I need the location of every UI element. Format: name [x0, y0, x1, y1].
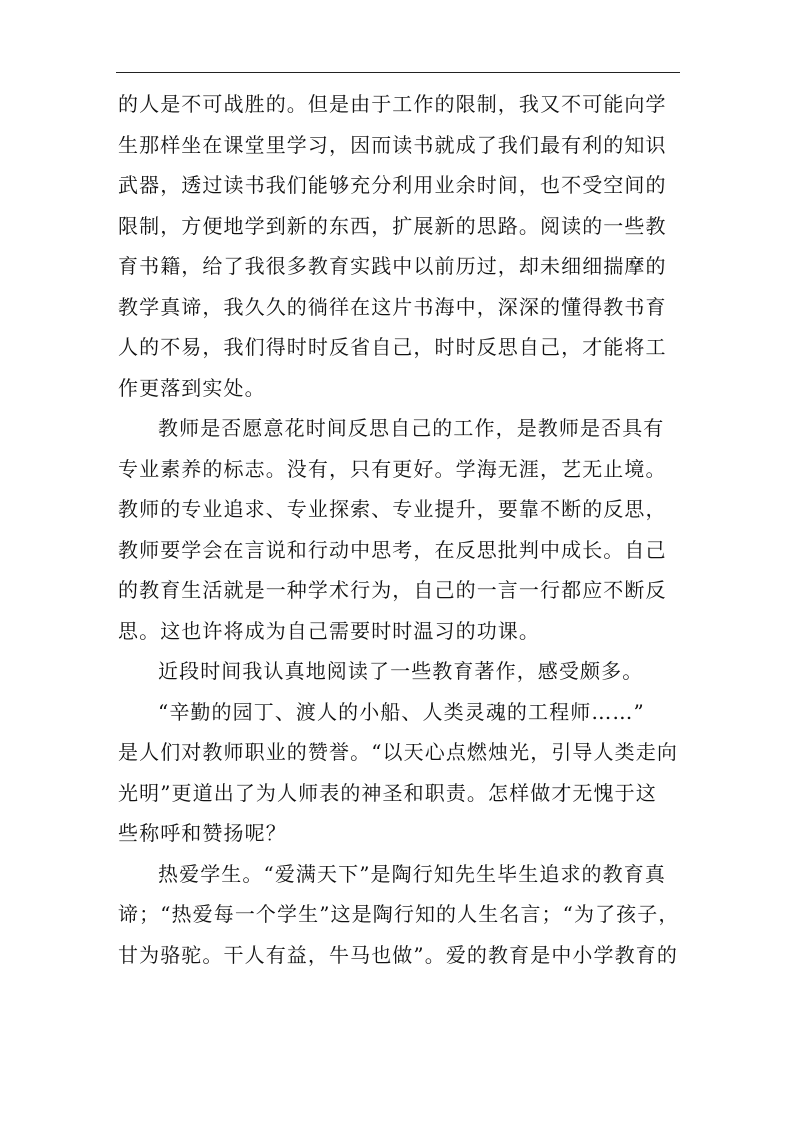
text-line: 些称呼和赞扬呢？: [118, 821, 287, 845]
text-line: 生那样坐在课堂里学习，因而读书就成了我们最有利的知识: [118, 132, 667, 157]
text-line: 是人们对教师职业的赞誉。“以天心点燃烛光，引导人类走向: [118, 740, 678, 764]
text-line: 教学真谛，我久久的徜徉在这片书海中，深深的懂得教书育: [118, 294, 667, 319]
document-body: [118, 84, 680, 975]
text-line: 甘为骆驼。干人有益，牛马也做”。爱的教育是中小学教育的: [118, 942, 678, 967]
text-line: 限制，方便地学到新的东西，扩展新的思路。阅读的一些教: [118, 213, 667, 238]
paragraph-start-line: 热爱学生。“爱满天下”是陶行知先生毕生追求的教育真: [158, 861, 666, 886]
text-line: 专业素养的标志。没有，只有更好。学海无涯，艺无止境。: [118, 456, 667, 481]
paragraph-start-line: “辛勤的园丁、渡人的小船、人类灵魂的工程师……”: [158, 699, 645, 724]
text-line: 思。这也许将成为自己需要时时温习的功课。: [118, 618, 540, 643]
text-line: 谛；“热爱每一个学生”这是陶行知的人生名言；“为了孩子，: [118, 902, 680, 926]
text-line: 人的不易，我们得时时反省自己，时时反思自己，才能将工: [118, 335, 667, 359]
text-line: 教师的专业追求、专业探索、专业提升，要靠不断的反思，: [118, 497, 667, 521]
text-line: 武器，透过读书我们能够充分利用业余时间，也不受空间的: [118, 173, 667, 197]
text-line: 教师要学会在言说和行动中思考，在反思批判中成长。自己: [118, 537, 667, 562]
text-line: 光明”更道出了为人师表的神圣和职责。怎样做才无愧于这: [118, 780, 657, 805]
header-rule: [116, 72, 680, 73]
text-line: 作更落到实处。: [118, 375, 266, 400]
text-line: 的教育生活就是一种学术行为，自己的一言一行都应不断反: [118, 578, 667, 602]
paragraph-start-line: 教师是否愿意花时间反思自己的工作，是教师是否具有: [158, 416, 665, 440]
text-line: 育书籍，给了我很多教育实践中以前历过，却未细细揣摩的: [118, 254, 667, 278]
text-line: 的人是不可战胜的。但是由于工作的限制，我又不可能向学: [118, 92, 667, 116]
paragraph-start-line: 近段时间我认真地阅读了一些教育著作，感受颇多。: [158, 659, 644, 683]
